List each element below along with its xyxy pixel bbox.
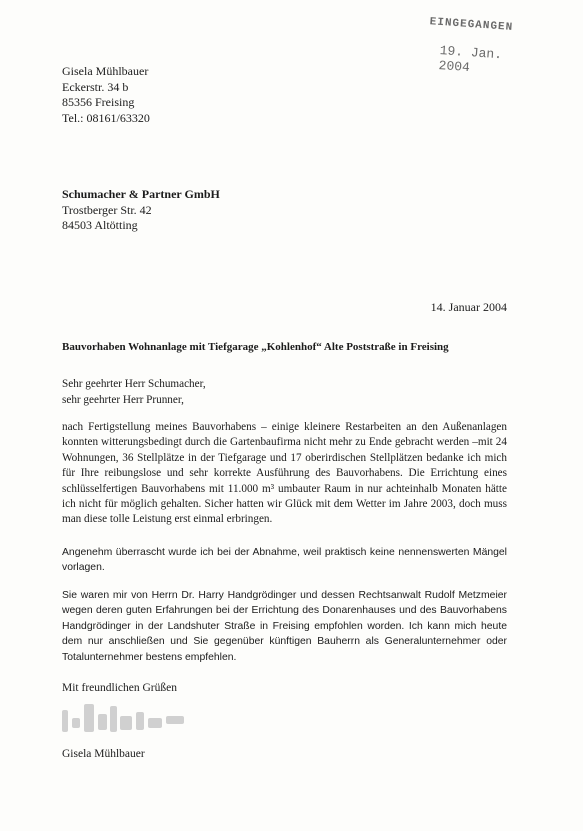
signer-block: [62, 747, 145, 763]
handwritten-signature: [58, 700, 208, 740]
sender-street: Eckerstr. 34 b: [62, 79, 129, 94]
recipient-street: Trostberger Str. 42: [62, 202, 152, 217]
stamp-date: 19. Jan. 2004: [438, 43, 503, 76]
signer-name: Gisela Mühlbauer: [62, 748, 145, 760]
letter-date: 14. Januar 2004: [430, 300, 507, 314]
stamp-title: EINGEGANGEN: [429, 16, 514, 35]
salutation-line-1: Sehr geehrter Herr Schumacher,: [62, 378, 206, 390]
salutation: [62, 377, 206, 408]
closing-text: Mit freundlichen Grüßen: [62, 682, 177, 694]
body-paragraph-1: nach Fertigstellung meines Bauvorhabens – einige kleinere Restarbeiten an den Außenanlagen konnten witterungsbedingt durch die Gartenbaufirma nicht mehr zu Ende gebracht werden –mit 24 Wohnungen, 36 Stellplätze in der Tiefgarage und 17 oberirdischen Stellplätzen bedanke ich mich für Ihre reibungslose und sehr korrekte Ausführung des Bauvorhabens. Die Errichtung eines schlüsselfertigen Bauvorhabens mit 11.000 m³ umbauter Raum in nur achteinhalb Monaten hätte ich nicht für möglich gehalten. Sicher hatten wir Glück mit dem Wetter im Jahre 2003, doch muss man diese tolle Leistung erst einmal erbringen.: [62, 421, 507, 526]
recipient-city: 84503 Altötting: [62, 218, 138, 232]
subject-line: Bauvorhaben Wohnanlage mit Tiefgarage „Kohlenhof“ Alte Poststraße in Freising: [62, 341, 449, 353]
received-stamp: [426, 16, 540, 80]
body-paragraph-2: Angenehm überrascht wurde ich bei der Abnahme, weil praktisch keine nennenswerten Mängel vorlagen.: [62, 547, 507, 574]
salutation-line-2: sehr geehrter Herr Prunner,: [62, 393, 184, 406]
sender-phone: Tel.: 08161/63320: [62, 110, 150, 125]
recipient-company: Schumacher & Partner GmbH: [62, 187, 220, 201]
sender-address: [62, 64, 150, 126]
closing: [62, 681, 177, 697]
recipient-address: [62, 187, 220, 234]
body-paragraph-3: Sie waren mir von Herrn Dr. Harry Handgrödinger und dessen Rechtsanwalt Rudolf Metzmeier wegen deren guten Erfahrungen bei der Errichtung des Donarenhauses und des Bauvorhabens Handgrödinger in der Landshuter Straße in Freising empfohlen worden. Ich kann mich heute dem nur anschließen und Sie gegenüber künftigen Bauherrn als Generalunternehmer oder Totalunternehmer bestens empfehlen.: [62, 590, 507, 663]
sender-name: Gisela Mühlbauer: [62, 64, 149, 78]
sender-city: 85356 Freising: [62, 95, 135, 109]
